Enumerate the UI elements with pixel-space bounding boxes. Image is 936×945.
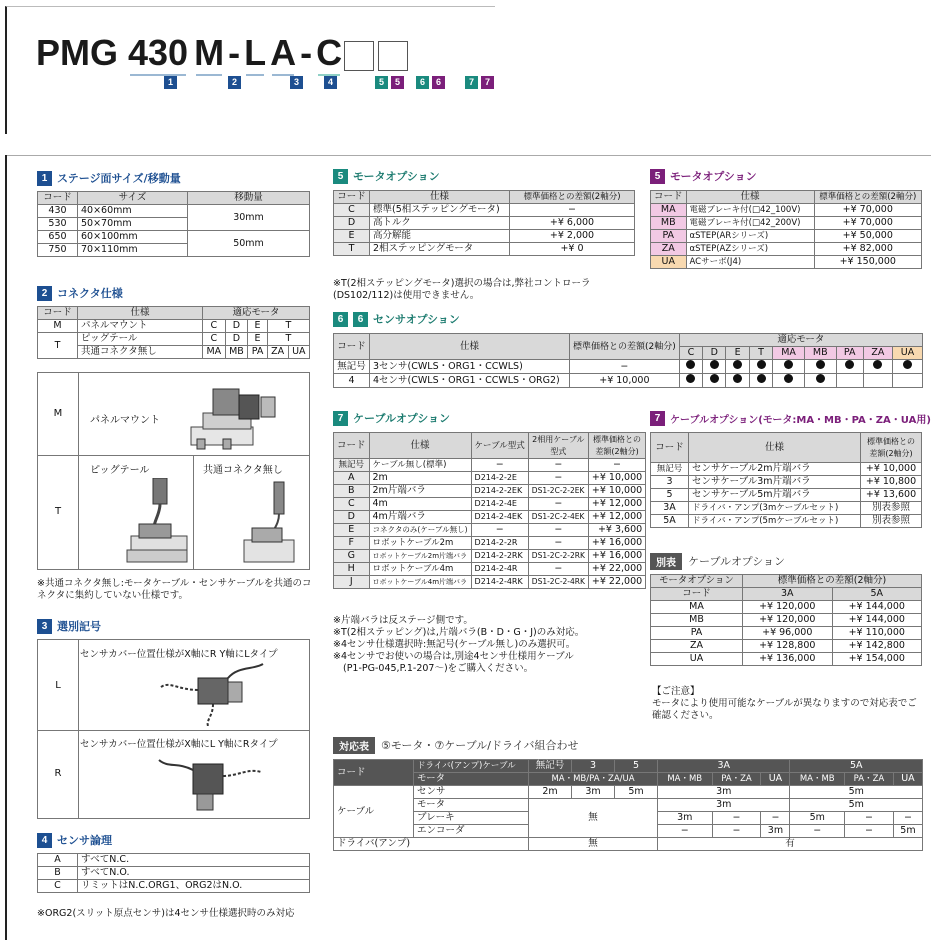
no-connector-stage-illustration (238, 478, 308, 568)
panel-mount-stage-illustration (183, 383, 283, 451)
model-dash: - (228, 32, 241, 73)
pigtail-stage-illustration (123, 478, 193, 568)
sec2-title: 2 コネクタ仕様 (37, 285, 123, 301)
badge-4: 4 (324, 76, 337, 89)
sec4-table: A すべてN.C. B すべてN.O. C リミットはN.C.ORG1、ORG2はN.O. (37, 853, 310, 893)
left-border (5, 155, 7, 940)
compat-title: 対応表 ⑤モータ・⑦ケーブル/ドライバ組合わせ (333, 737, 578, 753)
sec7b-table: コード 仕様 標準価格との差額(2軸分) 無記号 センサケーブル2m片端バラ +¥ 10,000 3 センサケーブル3m片端バラ +¥ 10,800 5 センサケーブル5m片端バラ +¥ 13,600 3A ドライバ・アンプ(3mケーブルセット) 別表参照 5A ドライバ・アンプ(5mケーブルセット) 別表参照 (650, 432, 922, 528)
sec7a-notes: ※片端バラは反ステージ側です。 ※T(2相ステッピング)は,片端バラ(B・D・G・J)のみ対応。 ※4センサ仕様選択時:無記号(ケーブル無し)のみ選択可。 ※4センサでお使いの場合は,別途4センサ仕様用ケーブル (P1-PG-045,P.1-207〜)をご購入ください。 (333, 615, 585, 674)
model-dash-2: - (300, 32, 313, 73)
model-box-6 (344, 41, 374, 71)
sec1-table: コード サイズ 移動量 430 40×60mm 30mm 530 50×70mm 650 60×100mm 50mm 750 70×110mm (37, 191, 310, 257)
sensor-cover-l-illustration (158, 660, 268, 726)
sec5b-table: コード 仕様 標準価格との差額(2軸分) MA 電磁ブレーキ付(□42_100V) +¥ 70,000 MB 電磁ブレーキ付(□42_200V) +¥ 70,000 PA αSTEP(ARシリーズ) +¥ 50,000 ZA αSTEP(AZシリーズ) +¥ 82,000 UA ACサーボ(J4) +¥ 150,000 (650, 190, 922, 269)
sec6-table: コード 仕様 標準価格との差額(2軸分) 適応モータ C D E T MA MB PA ZA UA 無記号 3センサ(CWLS・ORG1・CCWLS) − 4 4センサ(CWLS・ORG1・CCWLS・ORG2) +¥ 10,000 (333, 333, 923, 388)
badge-1: 1 (164, 76, 177, 89)
badge-3: 3 (290, 76, 303, 89)
sec2-table: コード 仕様 適応モータ M パネルマウント C D E T T ピッグテール C D E T 共通コネクタ無し MA MB PA ZA UA (37, 306, 310, 359)
compat-table: コード ドライバ(アンプ)ケーブル 無記号 3 5 3A 5A モータ MA・MB/PA・ZA/UA MA・MB PA・ZA UA MA・MB PA・ZA UA ケーブル センサ 2m 3m 5m 3m 5m モータ 無 3m 5m ブレーキ 3m − − 5m − − エンコーダ − − 3m − − 5m ドライバ(アンプ) 無 有 (333, 759, 923, 851)
badge-7: 7 7 (465, 76, 494, 89)
sec2-image-table: M パネルマウント T ピッグテール 共通コネクタ無し (37, 372, 310, 570)
model-prefix: PMG (36, 32, 119, 73)
sec5a-note: ※T(2相ステッピングモータ)選択の場合は,弊社コントローラ(DS102/112)は使用できません。 (333, 278, 591, 301)
sensor-cover-r-illustration (153, 750, 263, 816)
section-divider (5, 155, 931, 156)
model-seg-5: C (316, 32, 342, 74)
model-box-7 (378, 41, 408, 71)
model-number (36, 30, 410, 74)
model-seg-3: L (244, 32, 266, 74)
sec5a-title: 5 モータオプション (333, 168, 440, 184)
sec7a-title: 7 ケーブルオプション (333, 410, 450, 426)
betsu-title: 別表 ケーブルオプション (650, 553, 785, 569)
sec4-title: 4 センサ論理 (37, 832, 112, 848)
sec4-note: ※ORG2(スリット原点センサ)は4センサ仕様選択時のみ対応 (37, 908, 295, 919)
sec3-title: 3 選別記号 (37, 618, 101, 634)
model-seg-4: A (270, 32, 296, 74)
sec6-title: 6 6 センサオプション (333, 311, 460, 327)
caution-note: 【ご注意】 モータにより使用可能なケーブルが異なりますので対応表でご確認ください。 (652, 686, 917, 721)
sec1-title: 1 ステージ面サイズ/移動量 (37, 170, 181, 186)
badge-5: 5 5 (375, 76, 404, 89)
model-seg-2: M (194, 32, 224, 74)
betsu-table: モータオプション 標準価格との差額(2軸分) コード 3A 5A MA +¥ 120,000 +¥ 144,000 MB +¥ 120,000 +¥ 144,000 PA +¥ 96,000 +¥ 110,000 ZA +¥ 128,800 +¥ 142,800 UA +¥ 136,000 +¥ 154,000 (650, 574, 922, 666)
badge-2: 2 (228, 76, 241, 89)
sec3-table: L センサカバー位置仕様がX軸にR Y軸にLタイプ R センサカバー位置仕様がX軸にL Y軸にRタイプ (37, 639, 310, 819)
sec7b-title: 7 ケーブルオプション(モータ:MA・MB・PA・ZA・UA用) (650, 410, 931, 426)
model-seg-1: 430 (128, 32, 188, 74)
sec5a-table: コード 仕様 標準価格との差額(2軸分) C 標準(5相ステッピングモータ) − D 高トルク +¥ 6,000 E 高分解能 +¥ 2,000 T 2相ステッピングモータ +¥ 0 (333, 190, 635, 256)
sec5b-title: 5 モータオプション (650, 168, 757, 184)
sec2-note: ※共通コネクタ無し:モータケーブル・センサケーブルを共通のコネクタに集約していない仕様です。 (37, 578, 312, 601)
badge-6: 6 6 (416, 76, 445, 89)
sec7a-table: コード 仕様 ケーブル型式 2相用ケーブル型式 標準価格との差額(2軸分) 無記号 ケーブル無し(標準) − − − A 2m D214-2-2E − +¥ 10,000 B 2m片端バラ D214-2-2EK DS1-2C-2-2EK +¥ 10,000 C 4m D214-2-4E − +¥ 12,000 D 4m片端バラ D214-2-4EK DS1-2C-2-4EK +¥ 12,000 E コネクタのみ(ケーブル無し) − − +¥ 3,600 F ロボットケーブル2m D214-2-2R − +¥ 16,000 G ロボットケーブル2m片端バラ D214-2-2RK DS1-2C-2-2RK +¥ 16,000 H ロボットケーブル4m D214-2-4R − +¥ 22,000 J ロボットケーブル4m片端バラ D214-2-4RK DS1-2C-2-4RK +¥ 22,000 (333, 432, 646, 589)
